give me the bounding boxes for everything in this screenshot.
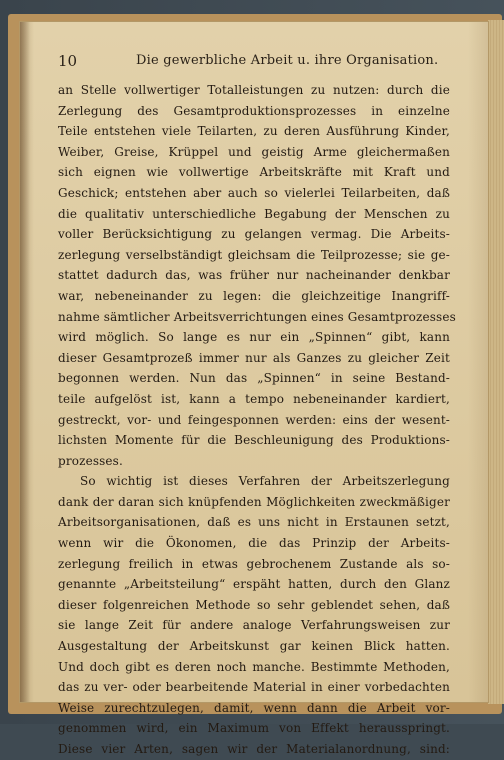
text-line: Geschick; entstehen aber auch so vielerlei Teilarbeiten, daß — [58, 185, 450, 200]
text-line: sie lange Zeit für andere analoge Verfahrungsweisen zur — [58, 618, 450, 633]
text-line: Weise zurechtzulegen, damit, wenn dann die Arbeit vor- — [58, 700, 450, 715]
text-line: wird möglich. So lange es nur ein „Spinnen“ gibt, kann — [58, 330, 450, 345]
body-text — [58, 80, 456, 760]
text-line: Teile entstehen viele Teilarten, zu deren Ausführung Kinder, — [58, 124, 450, 139]
page-number: 10 — [58, 52, 78, 70]
text-line: voller Berücksichtigung zu gelangen vermag. Die Arbeits- — [58, 227, 450, 242]
text-line: Diese vier Arten, sagen wir der Materialanordnung, sind: — [58, 742, 450, 756]
text-line: genommen wird, ein Maximum von Effekt herausspringt. — [58, 721, 450, 736]
text-line: Zerlegung des Gesamtproduktionsprozesses in einzelne — [58, 103, 450, 118]
text-line: dieser folgenreichen Methode so sehr geblendet sehen, daß — [58, 597, 450, 612]
text-line: sich eignen wie vollwertige Arbeitskräfte mit Kraft und — [58, 165, 450, 180]
text-line: die qualitativ unterschiedliche Begabung der Menschen zu — [58, 206, 450, 221]
text-line: Ausgestaltung der Arbeitskunst gar keinen Blick hatten. — [58, 639, 450, 654]
text-line: das zu ver- oder bearbeitende Material in einer vorbedachten — [58, 680, 450, 695]
text-line: zerlegung freilich in etwas gebrochenem Zustande als so- — [58, 556, 450, 571]
running-head: Die gewerbliche Arbeit u. ihre Organisation. — [136, 53, 439, 68]
text-line: teile aufgelöst ist, kann a tempo nebeneinander kardiert, — [58, 391, 450, 406]
text-line: wenn wir die Ökonomen, die das Prinzip der Arbeits- — [58, 536, 450, 551]
spine-shadow — [20, 22, 30, 702]
text-line: lichsten Momente für die Beschleunigung des Produktions- — [58, 433, 450, 448]
text-line: Weiber, Greise, Krüppel und geistig Arme gleichermaßen — [58, 144, 450, 159]
paragraph-start-line: So wichtig ist dieses Verfahren der Arbeitszerlegung — [80, 474, 450, 489]
text-line: dieser Gesamtprozeß immer nur als Ganzes zu gleicher Zeit — [58, 350, 450, 365]
text-line: begonnen werden. Nun das „Spinnen“ in seine Bestand- — [58, 371, 450, 386]
text-line: gestreckt, vor- und feingesponnen werden: eins der wesent- — [58, 412, 450, 427]
page-stack-edge — [488, 20, 504, 704]
text-line: stattet dadurch das, was früher nur nacheinander denkbar — [58, 268, 450, 283]
text-line: nahme sämtlicher Arbeitsverrichtungen eines Gesamtprozesses — [58, 309, 456, 324]
text-line: genannte „Arbeitsteilung“ erspäht hatten, durch den Glanz — [58, 577, 450, 592]
text-line: dank der daran sich knüpfenden Möglichkeiten zweckmäßiger — [58, 494, 450, 509]
text-line: Und doch gibt es deren noch manche. Bestimmte Methoden, — [58, 659, 450, 674]
page-header — [58, 50, 458, 72]
text-line: Arbeitsorganisationen, daß es uns nicht in Erstaunen setzt, — [58, 515, 450, 530]
paragraph-end-line: prozesses. — [58, 453, 123, 468]
text-line: zerlegung verselbständigt gleichsam die Teilprozesse; sie ge- — [58, 247, 450, 262]
text-line: an Stelle vollwertiger Totalleistungen zu nutzen: durch die — [58, 83, 450, 97]
text-line: war, nebeneinander zu legen: die gleichzeitige Inangriff- — [58, 288, 450, 303]
